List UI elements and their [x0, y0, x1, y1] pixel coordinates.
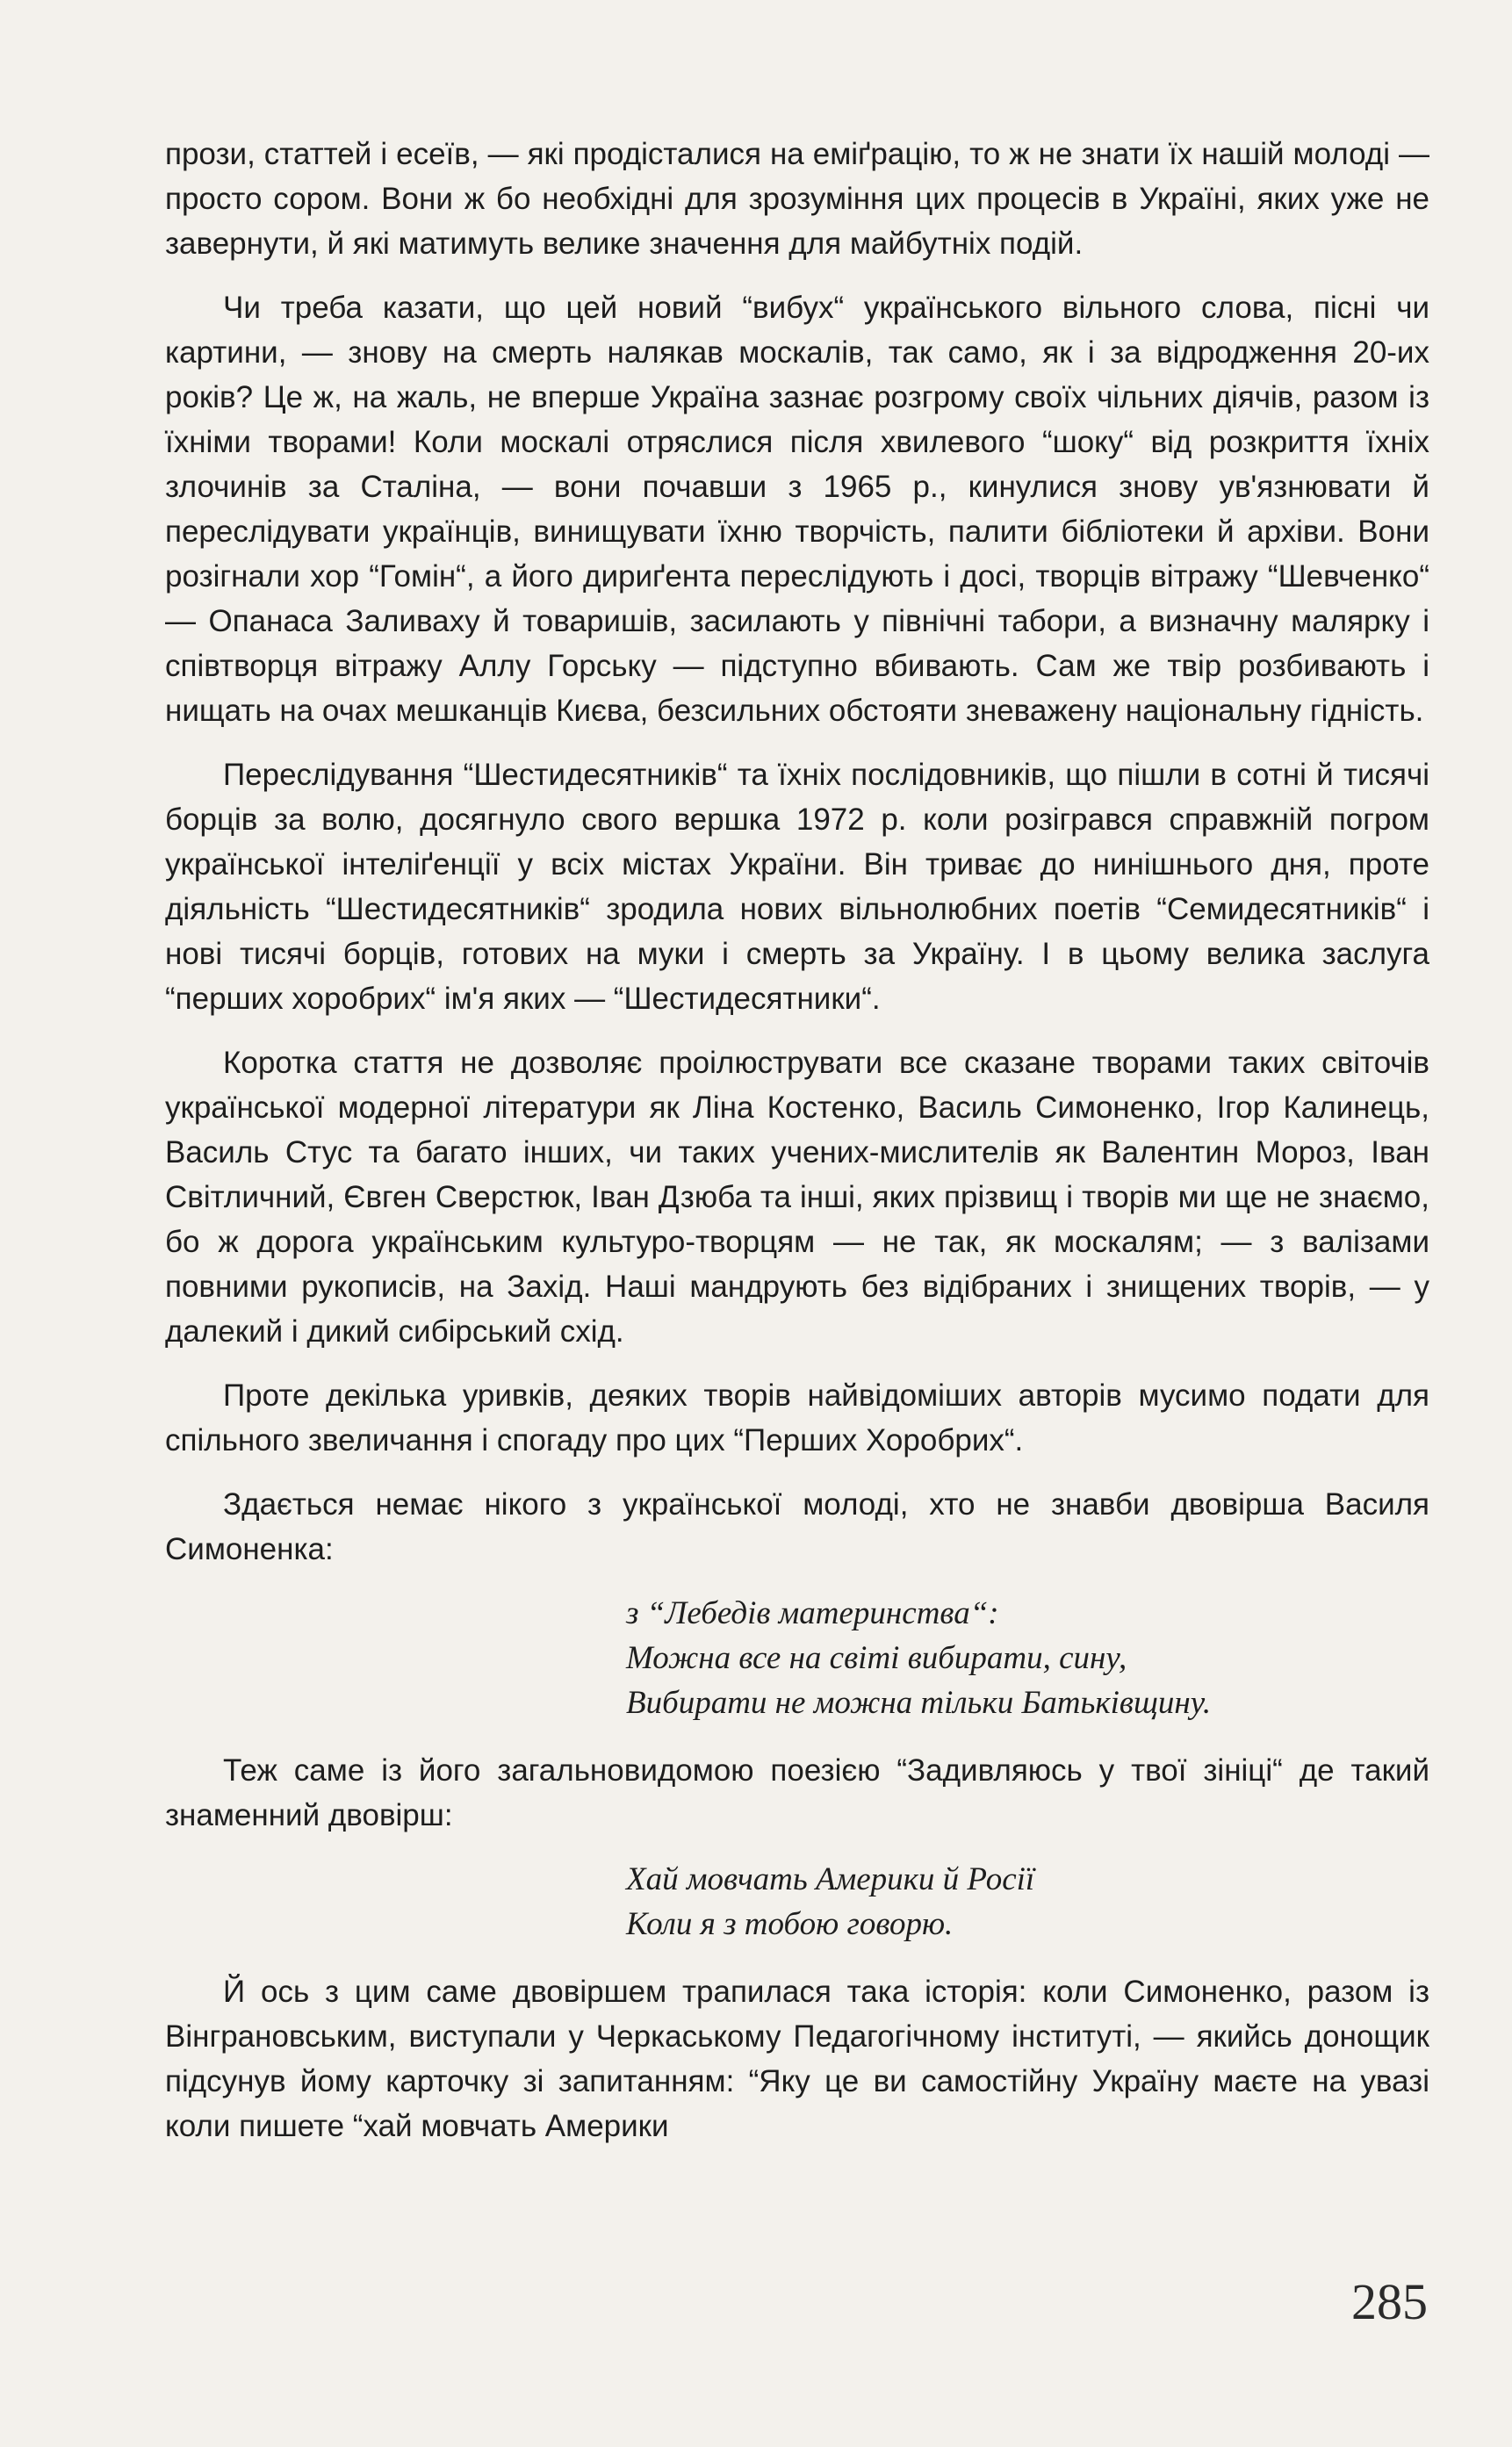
paragraph: Коротка стаття не дозволяє проілюструвати все сказане творами таких світочів української модерної літератури як Ліна Костенко, Василь Симоненко, Ігор Калинець, Василь Стус та багато інших, чи таких учених-мислителів як Валентин Мороз, Іван Світличний, Євген Сверстюк, Іван Дзюба та інші, яких прізвищ і творів ми ще не знаємо, бо ж дорога українським культуро-творцям — не так, як москалям; — з валізами повними рукописів, на Захід. Наші мандрують без відібраних і знищених творів, — у далекий і дикий сибірський схід. — [165, 1046, 1429, 1349]
verse-line: Хай мовчать Америки й Росії — [626, 1861, 1035, 1897]
verse-line: Коли я з тобою говорю. — [626, 1906, 954, 1942]
paragraph: Чи треба казати, що цей новий “вибух“ українського вільного слова, пісні чи картини, — знову на смерть налякав москалів, так само, як і за відродження 20-их років? Це ж, на жаль, не вперше Україна зазнає розгрому своїх чільних діячів, разом із їхніми творами! Коли москалі отряслися після хвилевого “шоку“ від розкриття їхніх злочинів за Сталіна, — вони почавши з 1965 р., кинулися знову ув'язнювати й переслідувати українців, винищувати їхню творчість, палити бібліотеки й архіви. Вони розігнали хор “Гомін“, а його дириґента переслідують і досі, творців вітражу “Шевченко“ — Опанаса Заливаху й товаришів, засилають у північні табори, а визначну малярку і співтворця вітражу Аллу Горську — підступно вбивають. Сам же твір розбивають і нищать на очах мешканців Києва, безсильних обстояти зневажену національну гідність. — [165, 291, 1429, 728]
verse-line: Вибирати не можна тільки Батьківщину. — [626, 1685, 1212, 1721]
paragraph: прози, статтей і есеїв, — які продісталися на еміґрацію, то ж не знати їх нашій молоді — просто сором. Вони ж бо необхідні для зрозуміння цих процесів в Україні, яких уже не завернути, й які матимуть велике значення для майбутніх подій. — [165, 137, 1429, 261]
paragraph: Проте декілька уривків, деяких творів найвідоміших авторів мусимо подати для спільного звеличання і спогаду про цих “Перших Хоробрих“. — [165, 1378, 1429, 1457]
verse-block — [626, 1591, 1429, 1725]
paragraph: Переслідування “Шестидесятників“ та їхніх послідовників, що пішли в сотні й тисячі борців за волю, досягнуло свого вершка 1972 р. коли розігрався справжній погром української інтеліґенції у всіх містах України. Він триває до нинішнього дня, проте діяльність “Шестидесятників“ зродила нових вільнолюбних поетів “Семидесятників“ і нові тисячі борців, готових на муки і смерть за Україну. І в цьому велика заслуга “перших хоробрих“ ім'я яких — “Шестидесятники“. — [165, 758, 1429, 1016]
verse-line: з “Лебедів материнства“: — [626, 1595, 999, 1631]
verse-line: Можна все на світі вибирати, сину, — [626, 1640, 1127, 1676]
page-body — [165, 132, 1429, 2168]
paragraph: Й ось з цим саме двовіршем трапилася така історія: коли Симоненко, разом із Вінграновським, виступали у Черкаському Педагогічному інституті, — якийсь донощик підсунув йому карточку зі запитанням: “Яку це ви самостійну Україну маєте на увазі коли пишете “хай мовчать Америки — [165, 1975, 1429, 2143]
page-number: 285 — [1351, 2273, 1428, 2330]
verse-block — [626, 1857, 1429, 1947]
paragraph: Здається немає нікого з української молоді, хто не знавби двовірша Василя Симоненка: — [165, 1487, 1429, 1566]
paragraph: Теж саме із його загальновидомою поезією “Задивляюсь у твої зініці“ де такий знаменний двовірш: — [165, 1753, 1429, 1832]
